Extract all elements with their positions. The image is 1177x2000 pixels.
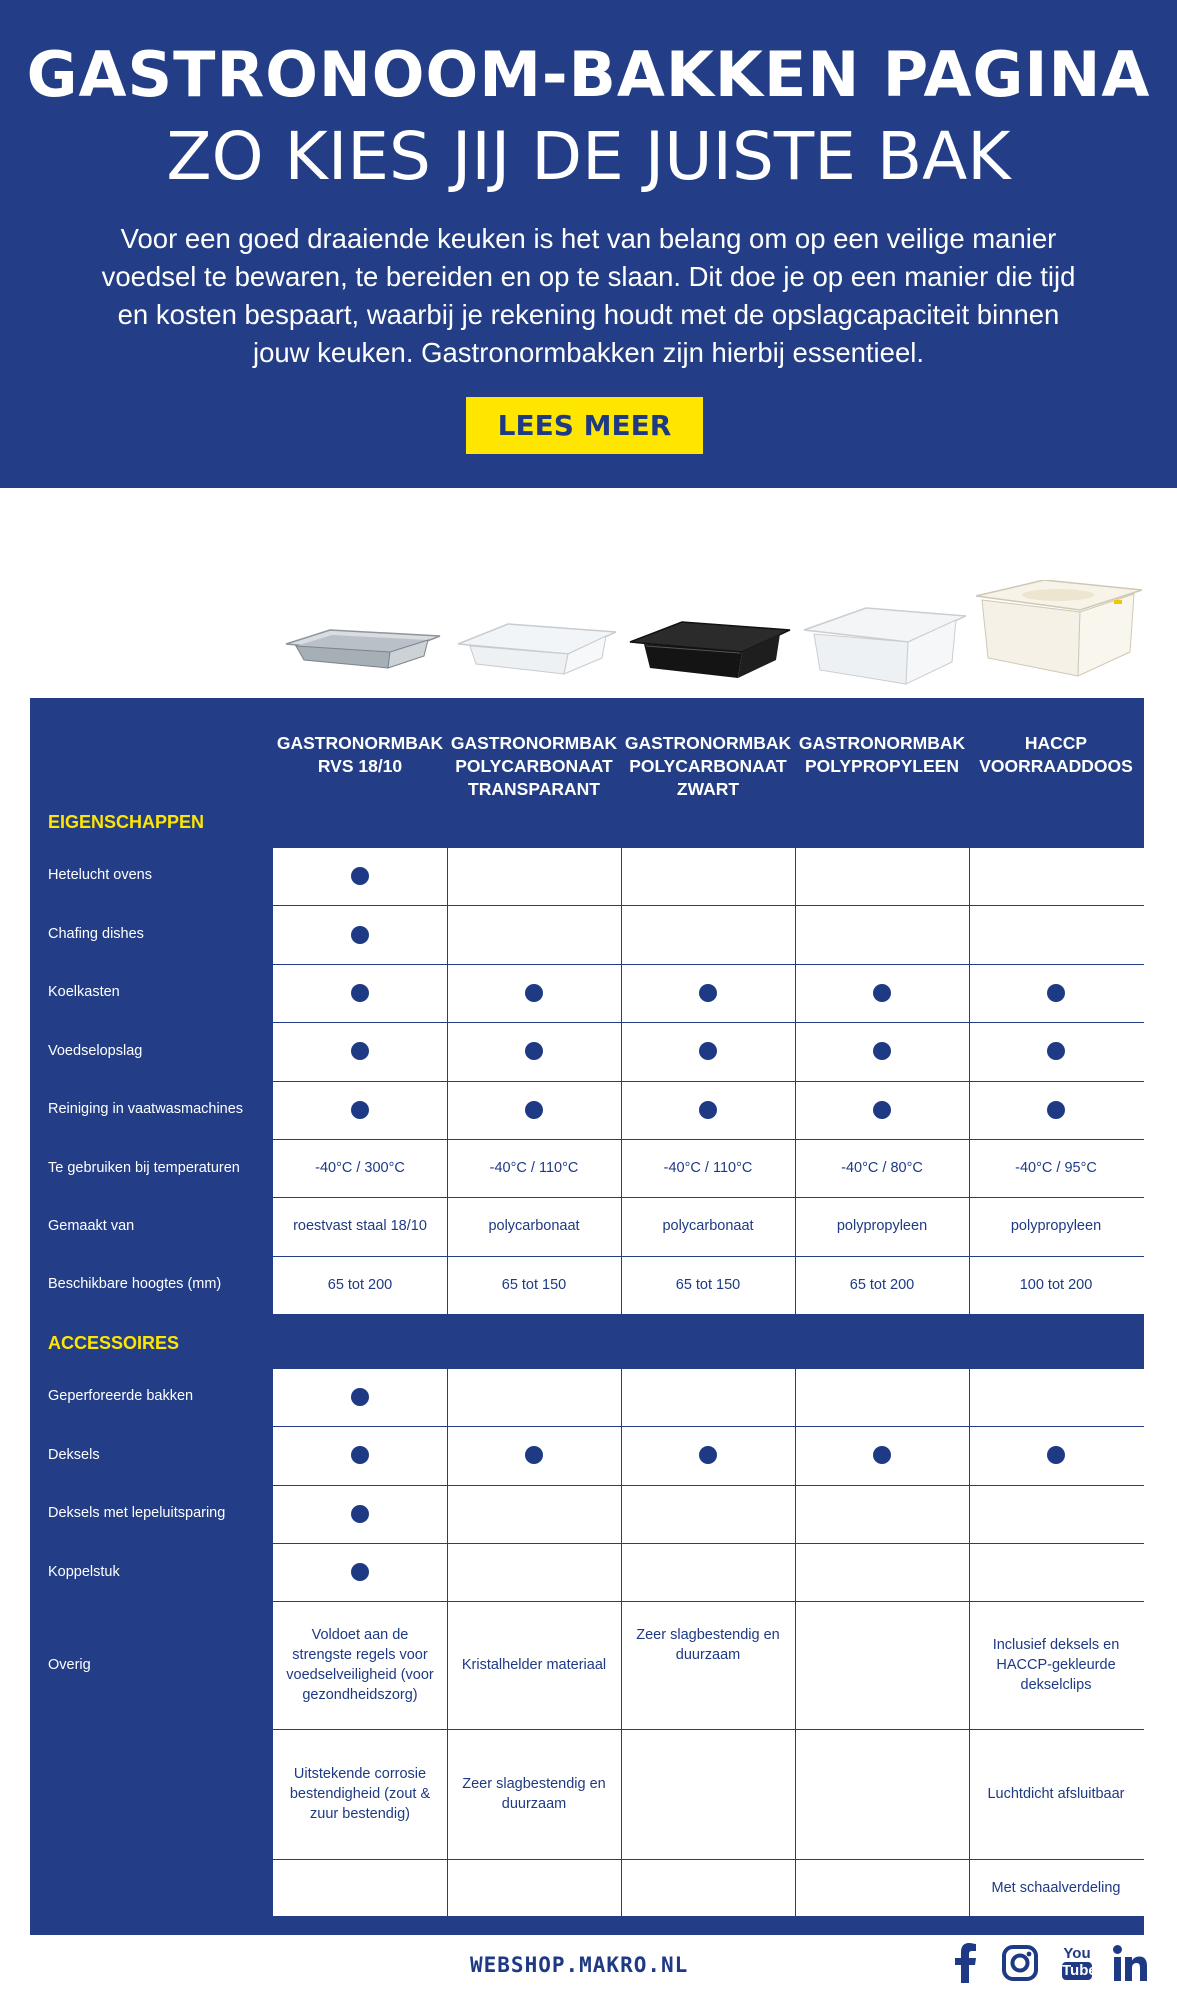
check-dot xyxy=(699,1446,717,1464)
other-cell xyxy=(803,1859,961,1916)
check-dot xyxy=(351,1042,369,1060)
material-cell: roestvast staal 18/10 xyxy=(293,1218,427,1234)
grid-line xyxy=(273,964,1144,965)
material-cell: polycarbonaat xyxy=(662,1218,754,1234)
row-label-dishwasher: Reiniging in vaatwasmachines xyxy=(48,1101,244,1117)
row-label-temperatures: Te gebruiken bij temperaturen xyxy=(48,1160,240,1176)
other-cell xyxy=(629,1729,787,1859)
other-cell xyxy=(281,1859,439,1916)
row-label-chafing-dishes: Chafing dishes xyxy=(48,926,144,942)
temperature-cell: -40°C / 110°C xyxy=(663,1160,753,1176)
check-dot xyxy=(525,1446,543,1464)
check-dot xyxy=(873,1101,891,1119)
product-image-transparent-tray xyxy=(452,580,622,690)
check-dot xyxy=(351,1505,369,1523)
section-label-properties: EIGENSCHAPPEN xyxy=(48,812,205,832)
grid-line xyxy=(273,1081,1144,1082)
material-cell: polypropyleen xyxy=(836,1218,928,1234)
height-cell: 65 tot 200 xyxy=(327,1276,393,1293)
column-header-stainless: GASTRONORMBAK RVS 18/10 xyxy=(276,733,444,776)
facebook-icon[interactable] xyxy=(952,1943,978,1983)
grid-line xyxy=(273,847,1144,848)
column-header-haccp: HACCP VOORRAADDOOS xyxy=(979,733,1133,776)
temperature-cell: -40°C / 300°C xyxy=(315,1160,405,1176)
check-dot xyxy=(1047,984,1065,1002)
row-label-fridges: Koelkasten xyxy=(48,984,120,1000)
grid-line xyxy=(273,1022,1144,1023)
check-dot xyxy=(873,984,891,1002)
check-dot xyxy=(351,926,369,944)
check-dot xyxy=(351,1101,369,1119)
row-label-material: Gemaakt van xyxy=(48,1218,135,1234)
product-image-haccp-container xyxy=(974,580,1144,690)
grid-line xyxy=(273,1729,1144,1730)
material-cell: polypropyleen xyxy=(1010,1218,1102,1234)
check-dot xyxy=(351,1388,369,1406)
other-cell: Zeer slagbestendig en duurzaam xyxy=(462,1776,606,1812)
check-dot xyxy=(873,1042,891,1060)
temperature-cell: -40°C / 110°C xyxy=(489,1160,579,1176)
linkedin-icon[interactable] xyxy=(1112,1943,1148,1983)
row-label-food-storage: Voedselopslag xyxy=(48,1043,143,1059)
grid-line xyxy=(273,1314,1144,1315)
other-cell xyxy=(455,1859,613,1916)
row-label-coupler: Koppelstuk xyxy=(48,1564,120,1580)
youtube-icon[interactable]: You Tube xyxy=(1062,1945,1097,1979)
row-label-heights: Beschikbare hoogtes (mm) xyxy=(48,1276,222,1292)
grid-line xyxy=(969,847,970,1314)
grid-line xyxy=(621,1368,622,1916)
check-dot xyxy=(351,984,369,1002)
height-cell: 100 tot 200 xyxy=(1019,1276,1093,1293)
column-header-polypropylene: GASTRONORMBAK POLYPROPYLEEN xyxy=(798,733,966,776)
grid-line xyxy=(969,1368,970,1916)
grid-line xyxy=(447,847,448,1314)
grid-line xyxy=(273,1139,1144,1140)
check-dot xyxy=(525,984,543,1002)
other-cell xyxy=(629,1859,787,1916)
row-label-hot-air-ovens: Hetelucht ovens xyxy=(48,867,152,883)
grid-line xyxy=(795,1368,796,1916)
row-label-perforated: Geperforeerde bakken xyxy=(48,1388,194,1404)
check-dot xyxy=(351,1446,369,1464)
other-cell xyxy=(803,1601,961,1729)
grid-line xyxy=(447,1368,448,1916)
grid-line xyxy=(273,1543,1144,1544)
row-label-other: Overig xyxy=(48,1657,91,1673)
grid-line xyxy=(273,1197,1144,1198)
grid-line xyxy=(621,847,622,1314)
row-label-lids-spoon: Deksels met lepeluitsparing xyxy=(48,1505,226,1521)
grid-line xyxy=(273,1368,1144,1369)
height-cell: 65 tot 150 xyxy=(675,1276,741,1293)
grid-line xyxy=(795,847,796,1314)
temperature-cell: -40°C / 80°C xyxy=(841,1160,923,1176)
column-header-polycarbonate-black: GASTRONORMBAK POLYCARBONAAT ZWART xyxy=(624,733,792,799)
check-dot xyxy=(699,1101,717,1119)
hero-banner xyxy=(0,0,1177,488)
other-cell: Inclusief deksels en HACCP-gekleurde dekselclips xyxy=(992,1637,1120,1693)
column-header-polycarbonate-transparent: GASTRONORMBAK POLYCARBONAAT TRANSPARANT xyxy=(450,733,618,799)
check-dot xyxy=(699,984,717,1002)
grid-line xyxy=(273,1426,1144,1427)
read-more-button[interactable]: LEES MEER xyxy=(466,397,703,454)
other-cell: Met schaalverdeling xyxy=(991,1879,1121,1896)
hero-title: GASTRONOOM-BAKKEN PAGINA xyxy=(26,38,1151,111)
grid-line xyxy=(273,1916,1144,1917)
hero-subtitle: ZO KIES JIJ DE JUISTE BAK xyxy=(166,118,1011,195)
check-dot xyxy=(525,1101,543,1119)
check-dot xyxy=(351,867,369,885)
instagram-icon[interactable] xyxy=(1002,1943,1038,1983)
height-cell: 65 tot 200 xyxy=(849,1276,915,1293)
check-dot xyxy=(873,1446,891,1464)
other-cell: Zeer slagbestendig en duurzaam xyxy=(636,1627,780,1663)
other-cell xyxy=(803,1729,961,1859)
row-label-lids: Deksels xyxy=(48,1447,100,1463)
material-cell: polycarbonaat xyxy=(488,1218,580,1234)
check-dot xyxy=(525,1042,543,1060)
product-image-black-tray xyxy=(626,580,796,690)
other-cell: Kristalhelder materiaal xyxy=(461,1657,607,1673)
other-cell: Voldoet aan de strengste regels voor voedselveiligheid (voor gezondheidszorg) xyxy=(286,1627,434,1703)
grid-line xyxy=(273,1256,1144,1257)
height-cell: 65 tot 150 xyxy=(501,1276,567,1293)
temperature-cell: -40°C / 95°C xyxy=(1015,1160,1097,1176)
check-dot xyxy=(1047,1042,1065,1060)
hero-intro-text: Voor een goed draaiende keuken is het van belang om op een veilige manier voedsel te bewaren, te bereiden en op te slaan. Dit doe je op een manier die tijd en kosten bespaart, waarbij je rekening houdt met de opslagcapaciteit binnen jouw keuken. Gastronormbakken zijn hierbij essentieel. xyxy=(101,223,1076,368)
product-image-stainless-tray xyxy=(278,580,448,690)
section-label-accessories: ACCESSOIRES xyxy=(48,1333,180,1353)
check-dot xyxy=(351,1563,369,1581)
check-dot xyxy=(1047,1446,1065,1464)
product-image-polypropylene-tray xyxy=(800,580,970,690)
grid-line xyxy=(273,1601,1144,1602)
grid-line xyxy=(273,905,1144,906)
check-dot xyxy=(1047,1101,1065,1119)
other-cell: Uitstekende corrosie bestendigheid (zout & zuur bestendig) xyxy=(289,1766,431,1822)
other-cell: Luchtdicht afsluitbaar xyxy=(987,1786,1125,1802)
grid-line xyxy=(273,1859,1144,1860)
webshop-link[interactable]: WEBSHOP.MAKRO.NL xyxy=(470,1953,689,1977)
grid-line xyxy=(273,1485,1144,1486)
check-dot xyxy=(699,1042,717,1060)
